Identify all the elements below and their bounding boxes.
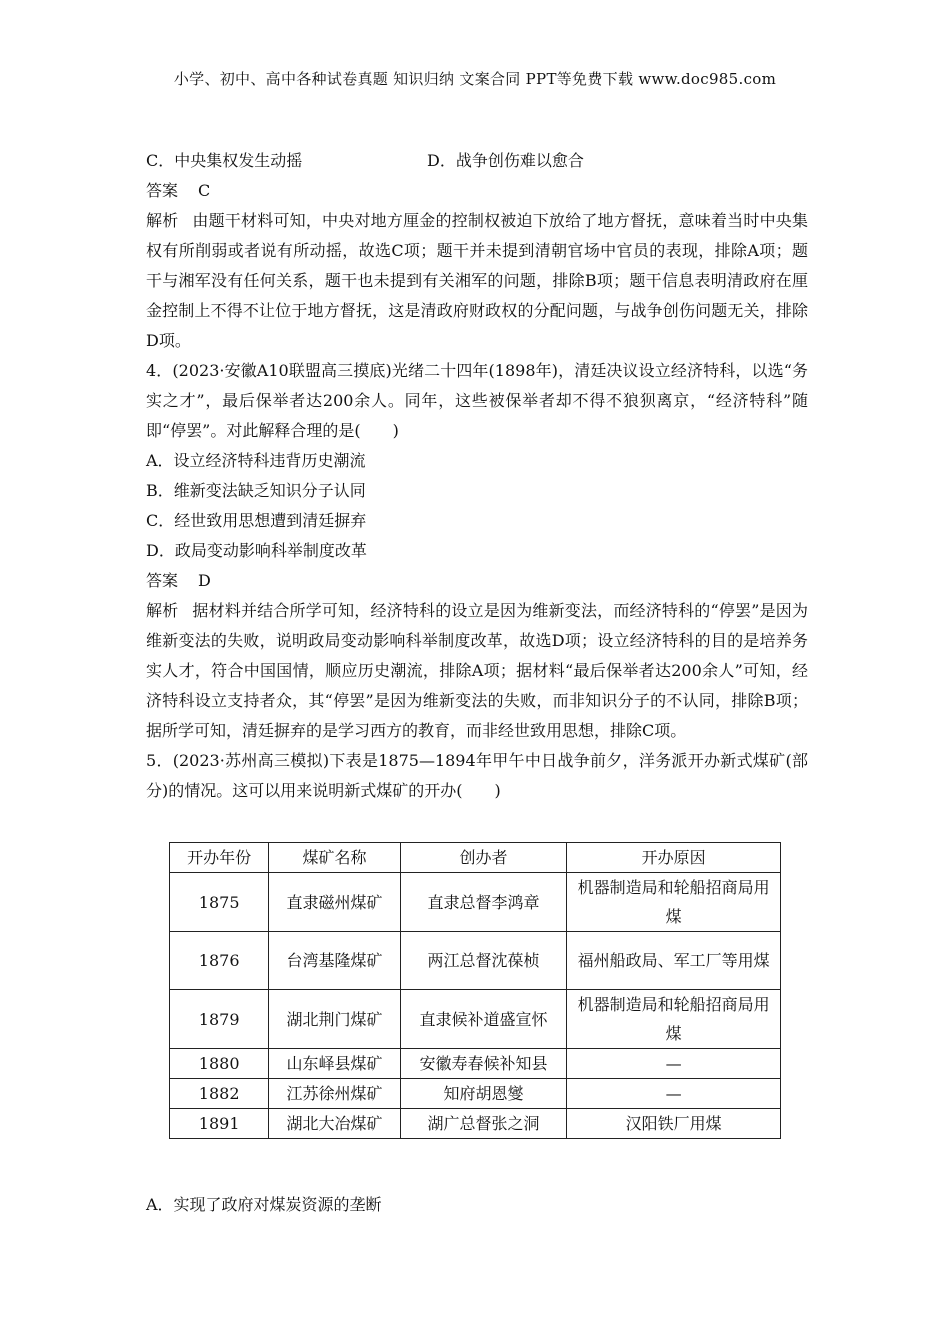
q3-analysis	[146, 206, 808, 356]
q3-analysis-label: 解析	[146, 211, 179, 230]
cell-founder: 知府胡恩燮	[400, 1079, 567, 1109]
q4-analysis-text: 据材料并结合所学可知，经济特科的设立是因为维新变法，而经济特科的“停罢”是因为维新变法的失败，说明政局变动影响科举制度改革，故选D项；设立经济特科的目的是培养务实人才，符合中国国情，顺应历史潮流，排除A项；据材料“最后保举者达200余人”可知，经济特科设立支持者众，其“停罢”是因为维新变法的失败，而非知识分子的不认同，排除B项；据所学可知，清廷摒弃的是学习西方的教育，而非经世致用思想，排除C项。	[146, 601, 808, 740]
q3-answer-value: C	[198, 181, 211, 200]
q3-analysis-text: 由题干材料可知，中央对地方厘金的控制权被迫下放给了地方督抚，意味着当时中央集权有所削弱或者说有所动摇，故选C项；题干并未提到清朝官场中官员的表现，排除A项；题干与湘军没有任何关系，题干也未提到有关湘军的问题，排除B项；题干信息表明清政府在厘金控制上不得不让位于地方督抚，这是清政府财政权的分配问题，与战争创伤问题无关，排除D项。	[146, 211, 808, 350]
q4-answer	[146, 566, 808, 596]
cell-reason: 福州船政局、军工厂等用煤	[567, 932, 781, 990]
q3-answer-label: 答案	[146, 181, 179, 200]
table-row	[170, 1079, 781, 1109]
q4-option-b: B．维新变法缺乏知识分子认同	[146, 481, 366, 500]
cell-year: 1876	[170, 932, 269, 990]
q3-answer	[146, 176, 808, 206]
q3-option-d: D．战争创伤难以愈合	[427, 151, 584, 170]
q4-stem: 4．(2023·安徽A10联盟高三摸底)光绪二十四年(1898年)，清廷决议设立经济特科，以选“务实之才”，最后保举者达200余人。同年，这些被保举者却不得不狼狈离京，“经济特科”随即“停罢”。对此解释合理的是( )	[146, 361, 808, 440]
cell-mine-name: 台湾基隆煤矿	[269, 932, 400, 990]
q5-stem: 5．(2023·苏州高三模拟)下表是1875—1894年甲午中日战争前夕，洋务派开办新式煤矿(部分)的情况。这可以用来说明新式煤矿的开办( )	[146, 751, 808, 800]
cell-founder: 直隶候补道盛宣怀	[400, 990, 567, 1049]
cell-reason: 机器制造局和轮船招商局用煤	[567, 990, 781, 1049]
cell-founder: 直隶总督李鸿章	[400, 873, 567, 932]
q4-answer-value: D	[198, 571, 211, 590]
table-row	[170, 1049, 781, 1079]
cell-year: 1875	[170, 873, 269, 932]
table-row	[170, 873, 781, 932]
main-content	[146, 146, 808, 806]
cell-mine-name: 湖北大冶煤矿	[269, 1109, 400, 1139]
cell-reason: 汉阳铁厂用煤	[567, 1109, 781, 1139]
cell-founder: 安徽寿春候补知县	[400, 1049, 567, 1079]
cell-year: 1882	[170, 1079, 269, 1109]
q4-option-a: A．设立经济特科违背历史潮流	[146, 451, 366, 470]
q4-answer-label: 答案	[146, 571, 179, 590]
header-founder: 创办者	[400, 843, 567, 873]
page-header: 小学、初中、高中各种试卷真题 知识归纳 文案合同 PPT等免费下载 www.doc985.com	[173, 70, 777, 88]
q4-option-d: D．政局变动影响科举制度改革	[146, 541, 367, 560]
q5-option-a: A．实现了政府对煤炭资源的垄断	[146, 1195, 382, 1214]
cell-reason: —	[567, 1049, 781, 1079]
cell-year: 1880	[170, 1049, 269, 1079]
cell-reason: —	[567, 1079, 781, 1109]
q4-analysis-label: 解析	[146, 601, 179, 620]
cell-founder: 两江总督沈葆桢	[400, 932, 567, 990]
q3-option-c: C．中央集权发生动摇	[146, 151, 303, 170]
cell-mine-name: 江苏徐州煤矿	[269, 1079, 400, 1109]
cell-mine-name: 湖北荆门煤矿	[269, 990, 400, 1049]
cell-year: 1879	[170, 990, 269, 1049]
cell-founder: 湖广总督张之洞	[400, 1109, 567, 1139]
coal-mines-table	[169, 842, 781, 1139]
q4-analysis	[146, 596, 808, 746]
table-row	[170, 990, 781, 1049]
header-reason: 开办原因	[567, 843, 781, 873]
table-row	[170, 932, 781, 990]
q3-options-row	[146, 146, 808, 176]
cell-reason: 机器制造局和轮船招商局用煤	[567, 873, 781, 932]
q4-option-c: C．经世致用思想遭到清廷摒弃	[146, 511, 367, 530]
header-mine-name: 煤矿名称	[269, 843, 400, 873]
header-year: 开办年份	[170, 843, 269, 873]
cell-mine-name: 直隶磁州煤矿	[269, 873, 400, 932]
table-row	[170, 1109, 781, 1139]
cell-mine-name: 山东峄县煤矿	[269, 1049, 400, 1079]
cell-year: 1891	[170, 1109, 269, 1139]
table-header-row	[170, 843, 781, 873]
